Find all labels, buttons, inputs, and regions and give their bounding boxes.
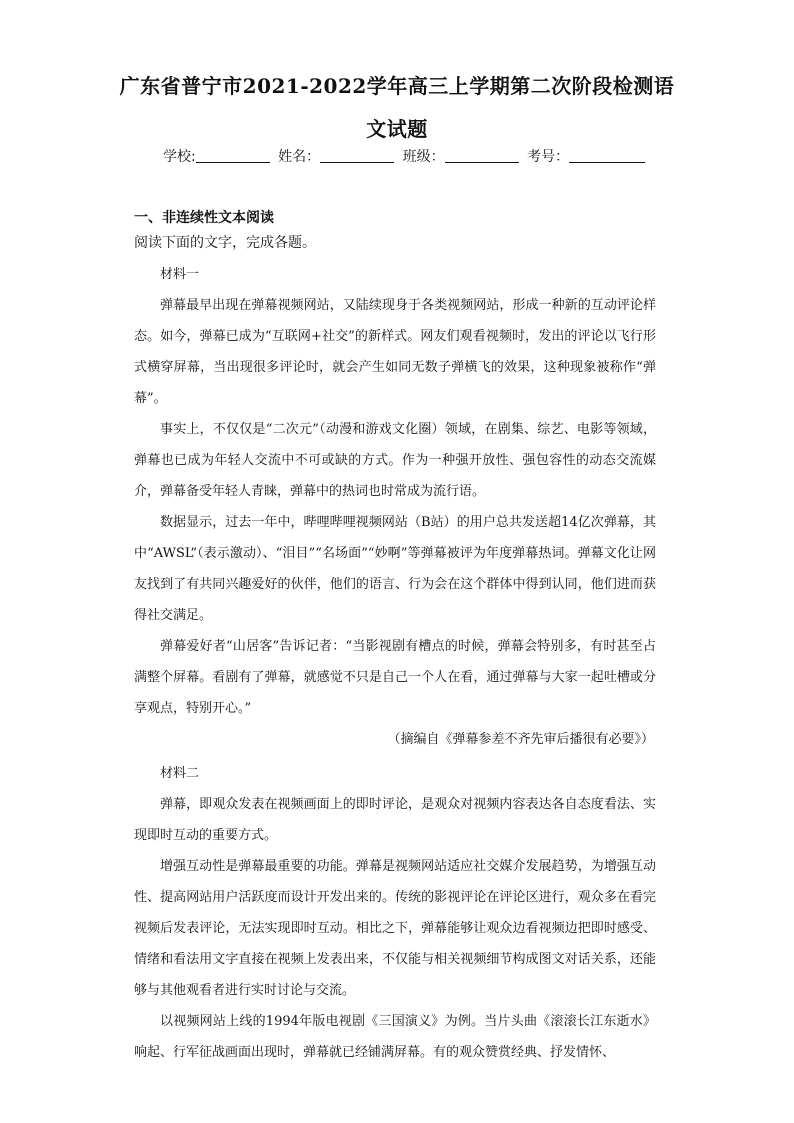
- material-one-source: （摘编自《弹幕参差不齐先审后播很有必要》）: [387, 732, 654, 747]
- section-heading: 一、非连续性文本阅读: [134, 210, 274, 226]
- exam-number-label: 考号：: [527, 149, 570, 165]
- material-one-paragraph: 弹幕爱好者“山居客”告诉记者：“当影视剧有槽点的时候，弹幕会特别多，有时甚至占满整个屏幕。看剧有了弹幕，就感觉不只是自己一个人在看，通过弹幕与大家一起吐槽或分享观点，特别开心。”: [134, 639, 656, 716]
- exam-number-blank[interactable]: [569, 148, 645, 163]
- reading-instruction: 阅读下面的文字，完成各题。: [134, 235, 316, 251]
- name-blank[interactable]: [320, 148, 394, 163]
- class-blank[interactable]: [445, 148, 519, 163]
- document-title-line-1: 广东省普宁市2021-2022学年高三上学期第二次阶段检测语: [119, 74, 675, 98]
- material-two-paragraph: 增强互动性是弹幕最重要的功能。弹幕是视频网站适应社交媒介发展趋势，为增强互动性、提高网站用户活跃度而设计开发出来的。传统的影视评论在评论区进行，观众多在看完视频后发表评论，无法实现即时互动。相比之下，弹幕能够让观众边看视频边把即时感受、情绪和看法用文字直接在视频上发表出来，不仅能与相关视频细节构成图文对话关系，还能够与其他观看者进行实时讨论与交流。: [134, 859, 656, 998]
- school-label: 学校:: [163, 149, 196, 165]
- material-one-paragraph: 数据显示，过去一年中，哔哩哔哩视频网站（B站）的用户总共发送超14亿次弹幕，其中“AWSL”（表示激动）、“泪目”“名场面”“妙啊”等弹幕被评为年度弹幕热词。弹幕文化让网友找到了有共同兴趣爱好的伙伴，他们的语言、行为会在这个群体中得到认同，他们进而获得社交满足。: [134, 515, 656, 623]
- material-one: [134, 259, 656, 755]
- material-one-paragraph: 事实上，不仅仅是“二次元”（动漫和游戏文化圈）领域，在剧集、综艺、电影等领域，弹幕也已成为年轻人交流中不可或缺的方式。作为一种强开放性、强包容性的动态交流媒介，弹幕备受年轻人青睐，弹幕中的热词也时常成为流行语。: [134, 422, 656, 499]
- material-one-paragraph: 弹幕最早出现在弹幕视频网站，又陆续现身于各类视频网站，形成一种新的互动评论样态。如今，弹幕已成为“互联网+社交”的新样式。网友们观看视频时，发出的评论以飞行形式横穿屏幕，当出现很多评论时，就会产生如同无数子弹横飞的效果，这种现象被称作“弹幕”。: [134, 298, 656, 406]
- material-one-label: 材料一: [160, 267, 200, 282]
- document-title-line-2: 文试题: [366, 117, 428, 141]
- material-two: [134, 758, 656, 1068]
- name-label: 姓名：: [278, 149, 321, 165]
- student-info-row: [163, 146, 649, 166]
- material-two-paragraph: 以视频网站上线的1994年版电视剧《三国演义》为例。当片头曲《滚滚长江东逝水》响起、行军征战画面出现时，弹幕就已经铺满屏幕。有的观众赞赏经典、抒发情怀、: [134, 1014, 656, 1060]
- school-blank[interactable]: [196, 148, 270, 163]
- material-two-paragraph: 弹幕，即观众发表在视频画面上的即时评论，是观众对视频内容表达各自态度看法、实现即时互动的重要方式。: [134, 797, 656, 843]
- class-label: 班级：: [402, 149, 445, 165]
- material-two-label: 材料二: [160, 766, 200, 781]
